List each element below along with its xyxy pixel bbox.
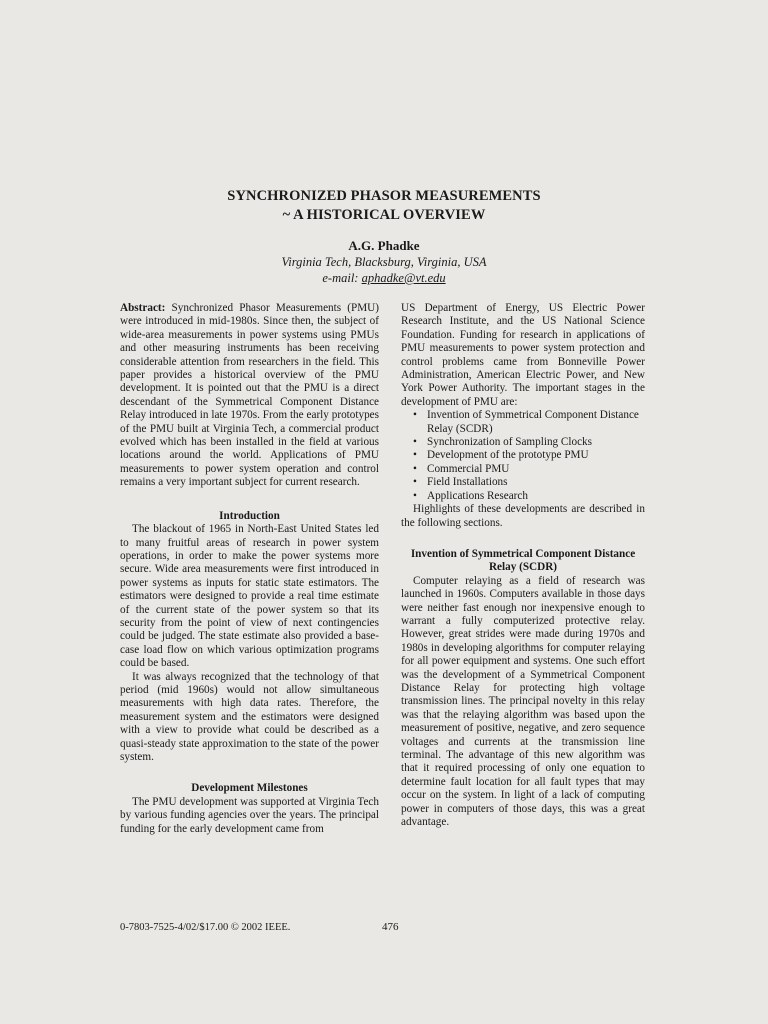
funding-paragraph: US Department of Energy, US Electric Power Research Institute, and the US National Science Foundation. Funding for research in applications of PMU measurements to power system protection and control problems came from Bonneville Power Administration, American Electric Power, and New York Power Authority. The important stages in the development of PMU are: xyxy=(401,302,645,408)
right-column xyxy=(401,302,645,829)
email-address-link[interactable]: aphadke@vt.edu xyxy=(361,271,446,285)
list-item: • Commercial PMU xyxy=(413,462,510,475)
bullet-icon: • xyxy=(413,449,417,462)
author-affiliation: Virginia Tech, Blacksburg, Virginia, USA xyxy=(281,255,487,269)
scdr-heading: Invention of Symmetrical Component Distance Relay (SCDR) xyxy=(410,547,636,574)
development-paragraph-1: The PMU development was supported at Virginia Tech by various funding agencies over the years. The principal funding for the early development came from xyxy=(120,795,379,835)
email-label: e-mail: xyxy=(322,271,362,285)
list-item: • Applications Research xyxy=(413,489,528,502)
development-milestones-heading: Development Milestones xyxy=(191,782,308,795)
left-column xyxy=(120,302,379,836)
list-item: • Development of the prototype PMU xyxy=(413,449,589,462)
development-stages-list xyxy=(401,409,645,503)
bullet-icon: • xyxy=(413,462,417,475)
bullet-icon: • xyxy=(413,409,417,422)
bullet-icon: • xyxy=(413,436,417,449)
paper-title-line-1: SYNCHRONIZED PHASOR MEASUREMENTS xyxy=(227,188,541,204)
copyright-footer: 0-7803-7525-4/02/$17.00 © 2002 IEEE. xyxy=(120,922,291,933)
paper-title-line-2: ~ A HISTORICAL OVERVIEW xyxy=(282,207,486,223)
introduction-paragraph-2: It was always recognized that the technology of that period (mid 1960s) would not allow simultaneous measurements with high data rates. Therefore, the measurement system and the estimators were designed with a view to provide what could be described as a quasi-steady state approximation to the state of the power system. xyxy=(120,670,379,763)
author-name: A.G. Phadke xyxy=(348,238,420,253)
page-number: 476 xyxy=(382,921,399,933)
abstract-text: Synchronized Phasor Measurements (PMU) were introduced in mid-1980s. Since then, the subject of wide-area measurements in power systems using PMUs and other measuring instruments has been receiving considerable attention from researchers in the field. This paper provides a historical overview of the PMU development. It is pointed out that the PMU is a direct descendant of the Symmetrical Component Distance Relay introduced in late 1970s. From the early prototypes of the PMU built at Virginia Tech, a commercial product evolved which has been installed in the field at various locations around the world. Applications of PMU measurements to power system operation and control remains a very important subject for current research. xyxy=(120,302,379,489)
bullet-icon: • xyxy=(413,489,417,502)
list-item: • Synchronization of Sampling Clocks xyxy=(413,436,592,449)
introduction-heading: Introduction xyxy=(219,509,280,522)
bullet-icon: • xyxy=(413,476,417,489)
author-email xyxy=(0,271,768,286)
list-item: • Field Installations xyxy=(413,476,508,489)
scdr-paragraph-1: Computer relaying as a field of research was launched in 1960s. Computers available in those days were neither fast enough nor inexpensive enough to warrant a fully computerized protective relay. However, great strides were made during 1970s and 1980s in developing algorithms for computer relaying for all power equipment and systems. One such effort was the development of a Symmetrical Component Distance Relay for protecting high voltage transmission lines. The principal novelty in this relay was that the relaying algorithm was based upon the measurement of positive, negative, and zero sequence voltages and currents at the transmission line terminal. The advantage of this new algorithm was that it required processing of only one equation to determine fault location for all fault types that may occur on the system. In light of a lack of computing power in computers of those days, this was a great advantage. xyxy=(401,574,645,829)
list-item: • Invention of Symmetrical Component Distance Relay (SCDR) xyxy=(413,409,639,435)
introduction-paragraph-1: The blackout of 1965 in North-East United States led to many fruitful areas of research in power system operations, in order to make the power systems more secure. Wide area measurements were first introduced in power systems as inputs for static state estimators. The estimators were designed to provide a real time estimate of the current state of the power system so that its security from the point of view of next contingencies could be judged. The state estimate also provided a base-case load flow on which various optimization programs could be based. xyxy=(120,523,379,670)
abstract xyxy=(120,302,379,490)
abstract-label: Abstract: xyxy=(120,302,166,314)
highlights-paragraph: Highlights of these developments are described in the following sections. xyxy=(401,503,645,529)
